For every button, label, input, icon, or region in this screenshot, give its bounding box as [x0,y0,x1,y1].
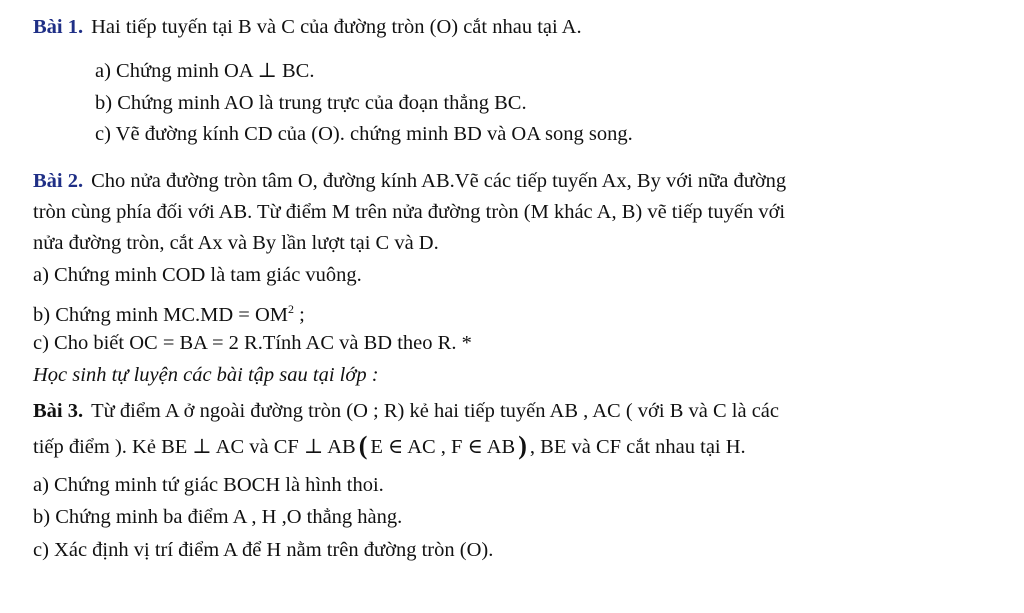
bai3-paren-close: ) [518,431,527,460]
bai3-line-2-start: tiếp điểm ). Kẻ BE ⊥ AC và CF ⊥ AB [33,436,356,458]
bai1-label: Bài 1. [33,16,84,38]
bai2-label: Bài 2. [33,170,84,192]
bai2-part-a: a) Chứng minh COD là tam giác vuông. [33,264,362,286]
bai1-part-c: c) Vẽ đường kính CD của (O). chứng minh BD và OA song song. [95,123,633,145]
bai2-statement-line-1: Cho nửa đường tròn tâm O, đường kính AB.Vẽ các tiếp tuyến Ax, By với nữa đường [91,170,787,192]
bai2-part-b-end: ; [294,304,305,326]
bai3-part-a: a) Chứng minh tứ giác BOCH là hình thoi. [33,474,384,496]
bai2-part-b-exponent: 2 [288,302,295,316]
bai1-part-a: a) Chứng minh OA ⊥ BC. [95,60,315,82]
bai2-statement-line-2: tròn cùng phía đối với AB. Từ điểm M trên nửa đường tròn (M khác A, B) vẽ tiếp tuyến với [33,201,786,223]
bai2-statement-line-3: nửa đường tròn, cắt Ax và By lần lượt tại C và D. [33,232,439,254]
bai2-part-b [33,296,305,328]
bai3-label: Bài 3. [33,400,84,422]
bai2-part-c: c) Cho biết OC = BA = 2 R.Tính AC và BD theo R. * [33,332,472,354]
bai3-paren-open: ( [358,431,368,460]
bai3-line-1: Từ điểm A ở ngoài đường tròn (O ; R) kẻ hai tiếp tuyến AB , AC ( với B và C là các [91,400,779,422]
bai3-part-c: c) Xác định vị trí điểm A để H nằm trên đường tròn (O). [33,539,494,561]
bai2-part-b-text: b) Chứng minh MC.MD = OM [33,304,289,326]
bai3-line-2 [33,431,746,460]
bai1-heading [33,14,582,40]
bai1-statement: Hai tiếp tuyến tại B và C của đường tròn (O) cắt nhau tại A. [91,16,582,38]
bai2-heading [33,168,786,194]
bai3-heading [33,398,779,424]
practice-note: Học sinh tự luyện các bài tập sau tại lớp : [33,364,379,386]
bai1-part-b: b) Chứng minh AO là trung trực của đoạn thẳng BC. [95,92,527,114]
bai3-line-2-end: , BE và CF cắt nhau tại H. [529,436,746,458]
bai3-line-2-middle: E ∈ AC , F ∈ AB [370,436,516,458]
bai3-part-b: b) Chứng minh ba điểm A , H ,O thẳng hàng. [33,506,403,528]
